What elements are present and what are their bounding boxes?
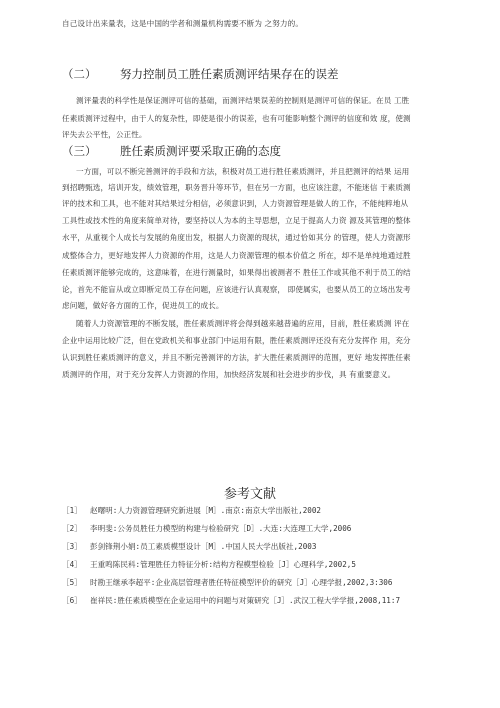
reference-text: 李明斐:公务员胜任力模型的构建与检验研究［D］.大连:大连理工大学,2006 — [90, 524, 352, 533]
reference-item — [62, 541, 462, 553]
text-line: 任素质测评过程中，由于人的复杂性，即使是很小的误差，也有可能影响整个测评的信度和效 度，使测 — [62, 114, 411, 123]
text-line: 成整体合力，更好地发挥人力资源的作用，这是人力资源管理的根本价值之 所在，却不是单纯地通过胜 — [62, 251, 411, 260]
text-line: 一方面，可以不断完善测评的手段和方法，积极对员工进行胜任素质测评，并且把测评的结果 运用 — [76, 167, 410, 176]
text-line: 随着人力资源管理的不断发展，胜任素质测评将会得到越来越普遍的应用，目前，胜任素质测 评在 — [76, 319, 410, 328]
section-title: 努力控制员工胜任素质测评结果存在的误差 — [120, 67, 339, 81]
reference-index: ［5］ — [62, 578, 82, 587]
reference-index: ［3］ — [62, 542, 82, 551]
text-line: 到招聘甄选，培训开发，绩效管理，职务晋升等环节，但在另一方面，也应该注意，不能迷信 于素质测 — [62, 183, 411, 192]
reference-index: ［6］ — [62, 596, 82, 605]
section-number: （三） — [62, 144, 97, 158]
text-line: 评失去公平性，公正性。 — [62, 130, 147, 139]
text-line: 水平，从重视个人成长与发展的角度出发，根据人力资源的现状，通过恰如其分 的管理，使人力资源形 — [62, 233, 411, 242]
text-line: 自己设计出来量表，这是中国的学者和测量机构需要不断为 之努力的。 — [62, 19, 304, 28]
section-number: （二） — [62, 67, 97, 81]
reference-item — [62, 505, 462, 517]
section-heading — [62, 144, 281, 158]
reference-text: 彭剑锋荆小娟:员工素质模型设计［M］.中国人民大学出版社,2003 — [90, 542, 317, 551]
text-line: 测评量表的科学性是保证测评可信的基础，而测评结果误差的控制则是测评可信的保证。在员 工胜 — [76, 96, 410, 105]
text-line: 企业中运用比较广泛，但在党政机关和事业部门中运用有限，胜任素质测评还没有充分发挥作 用，充分 — [62, 336, 411, 345]
reference-index: ［4］ — [62, 560, 82, 569]
text-line: 质测评的作用，对于充分发挥人力资源的作用，加快经济发展和社会进步的步伐，具 有重要意义。 — [62, 370, 396, 379]
text-line: 工具性或技术性的角度来简单对待，要坚持以人为本的主导思想，立足于提高人力资 源及其管理的整体 — [62, 216, 411, 225]
reference-item — [62, 523, 462, 535]
reference-text: 王重鸣陈民科:管理胜任力特征分析:结构方程模型检验［J］心理科学,2002,5 — [90, 560, 356, 569]
reference-index: ［1］ — [62, 506, 82, 515]
references-title: 参考文献 — [223, 487, 276, 502]
text-line: 虑问题，做好各方面的工作，促进员工的成长。 — [62, 301, 224, 310]
text-line: 论，首先不能盲从或立即断定员工存在问题，应该进行认真观察， 即使属实，也要从员工的立场出发考 — [62, 285, 411, 294]
text-line: 任素质测评能够完成的，这意味着，在进行测量时，如果得出被测者不 胜任工作或其他不利于员工的结 — [62, 268, 411, 277]
text-line: 认识到胜任素质测评的意义，并且不断完善测评的方法，扩大胜任素质测评的范围，更好 地发挥胜任素 — [62, 353, 411, 362]
reference-text: 时勘王继承李超平:企业高层管理者胜任特征模型评价的研究［J］心理学报,2002,3:306 — [90, 578, 393, 587]
reference-text: 崔祥民:胜任素质模型在企业运用中的问题与对策研究［J］.武汉工程大学学报,2008,11:7 — [90, 596, 401, 605]
text-line: 评的技术和工具，也不能对其结果过分相信，必须意识到，人力资源管理是做人的工作，不能纯粹地从 — [62, 199, 409, 208]
reference-item — [62, 595, 462, 607]
reference-item — [62, 577, 462, 589]
section-title: 胜任素质测评要采取正确的态度 — [120, 144, 281, 158]
reference-index: ［2］ — [62, 524, 82, 533]
reference-item — [62, 559, 462, 571]
reference-text: 赵曙明:人力资源管理研究新进展［M］.南京:南京大学出版社,2002 — [90, 506, 321, 515]
section-heading — [62, 67, 339, 81]
